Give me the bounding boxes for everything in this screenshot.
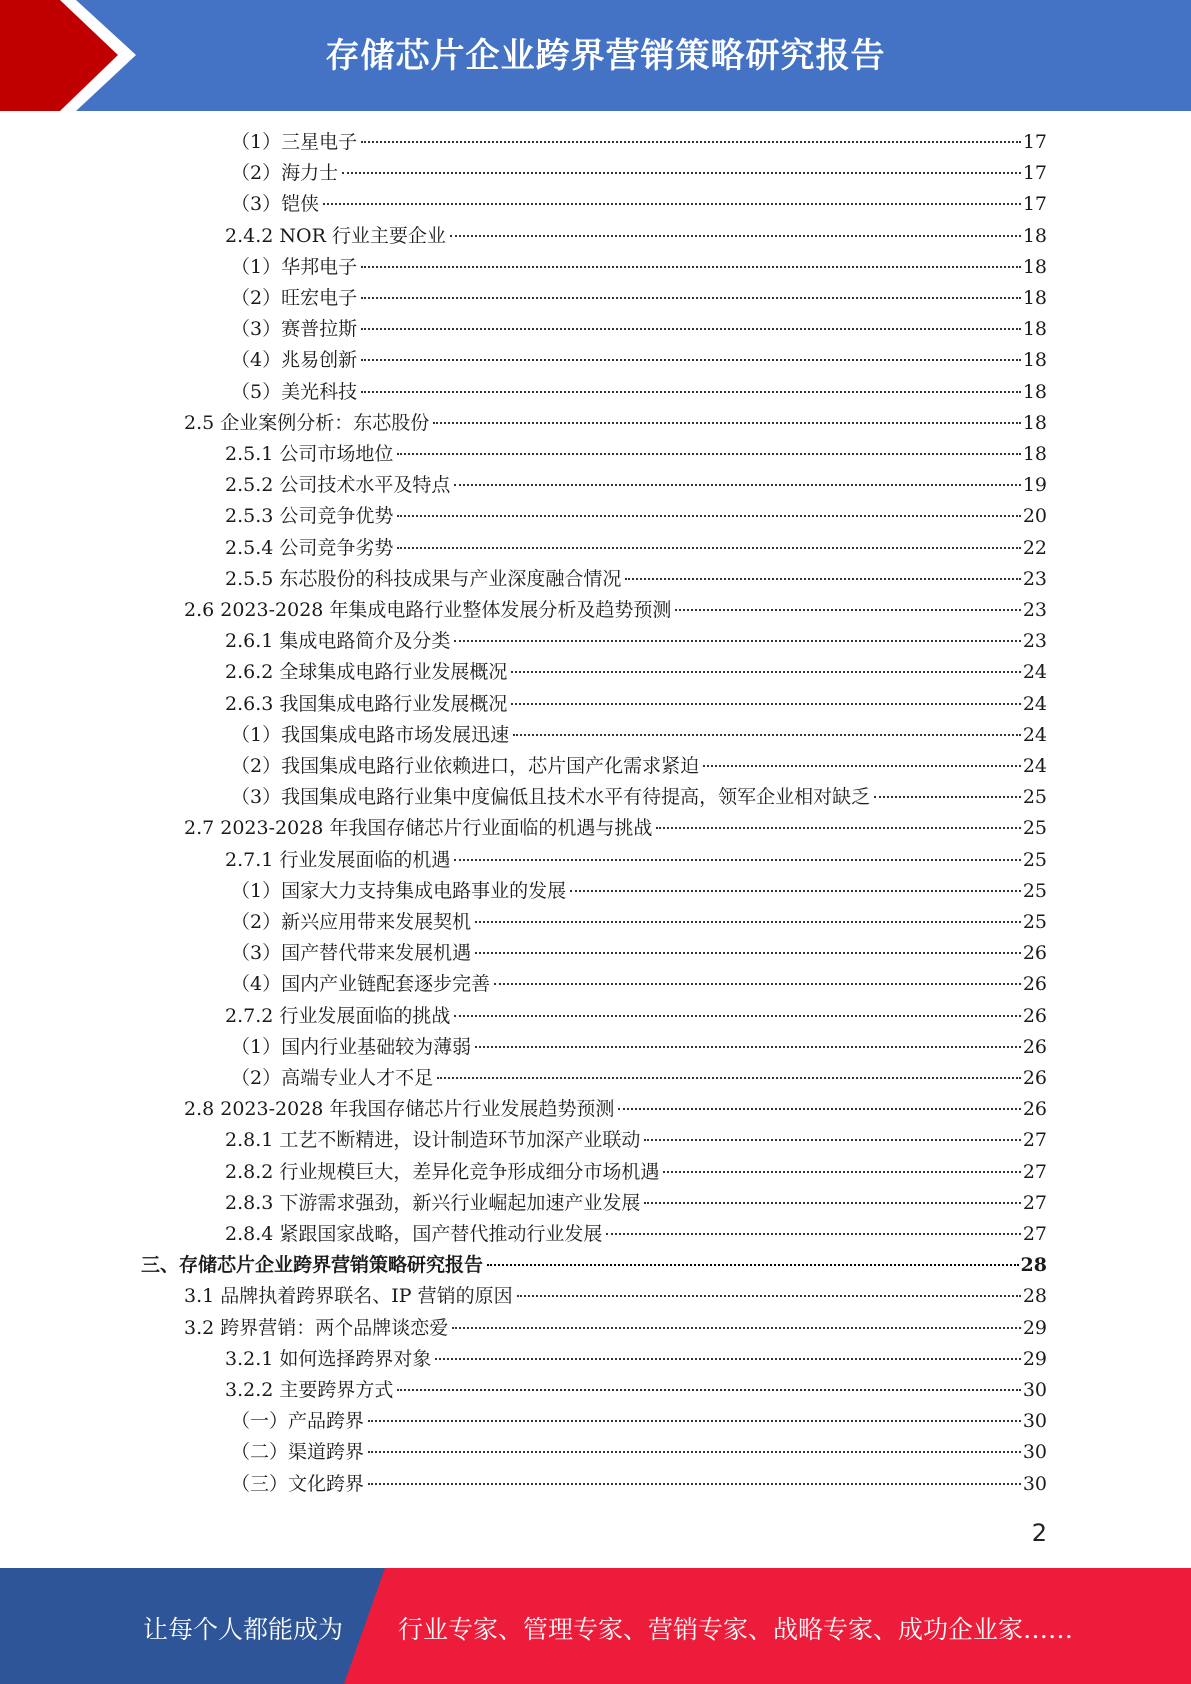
toc-entry-label: 2.7 2023-2028 年我国存储芯片行业面临的机遇与挑战	[184, 817, 653, 840]
toc-entry[interactable]	[231, 158, 1047, 189]
toc-dot-leader	[454, 859, 1020, 861]
toc-entry[interactable]	[184, 1313, 1047, 1344]
toc-entry-label: （3）赛普拉斯	[231, 318, 358, 341]
toc-dot-leader	[450, 235, 1021, 237]
toc-entry-label: 2.5.4 公司竞争劣势	[225, 536, 394, 559]
toc-dot-leader	[475, 1046, 1021, 1048]
toc-entry-label: （1）三星电子	[231, 131, 358, 153]
toc-dot-leader	[361, 141, 1021, 143]
toc-entry-label: 2.6.3 我国集成电路行业发展概况	[225, 692, 508, 715]
toc-entry-label: （1）华邦电子	[231, 255, 358, 278]
toc-dot-leader	[397, 547, 1020, 549]
toc-dot-leader	[703, 765, 1021, 767]
toc-entry[interactable]	[231, 1469, 1047, 1500]
toc-entry-page: 18	[1022, 318, 1047, 341]
toc-entry[interactable]	[225, 439, 1047, 470]
toc-entry-page: 28	[1020, 1254, 1047, 1277]
toc-dot-leader	[494, 983, 1021, 985]
toc-entry-page: 23	[1022, 599, 1047, 621]
toc-entry-page: 24	[1022, 755, 1047, 777]
page-header	[0, 0, 1191, 111]
toc-dot-leader	[454, 1015, 1020, 1017]
toc-entry[interactable]	[225, 533, 1047, 564]
toc-entry-page: 24	[1022, 661, 1047, 684]
toc-entry-label: （3）国产替代带来发展机遇	[231, 942, 472, 965]
toc-entry-label: 2.5 企业案例分析：东芯股份	[184, 411, 430, 434]
toc-entry[interactable]	[225, 1001, 1047, 1032]
toc-entry-label: （2）高端专业人才不足	[231, 1067, 434, 1089]
toc-entry[interactable]	[225, 221, 1047, 252]
toc-entry[interactable]	[225, 845, 1047, 876]
toc-entry-label: 3.1 品牌执着跨界联名、IP 营销的原因	[184, 1285, 513, 1308]
toc-entry-page: 30	[1022, 1441, 1047, 1464]
toc-entry-label: 三、存储芯片企业跨界营销策略研究报告	[141, 1254, 484, 1277]
toc-entry-page: 24	[1022, 723, 1047, 746]
toc-entry[interactable]	[141, 1250, 1047, 1281]
page-footer	[0, 1568, 1191, 1684]
toc-entry[interactable]	[231, 907, 1047, 938]
toc-entry[interactable]	[225, 657, 1047, 688]
toc-entry-page: 20	[1022, 505, 1047, 528]
toc-dot-leader	[475, 921, 1021, 923]
toc-dot-leader	[475, 952, 1021, 954]
toc-entry-page: 23	[1022, 630, 1047, 653]
footer-slogan-right: 行业专家、管理专家、营销专家、战略专家、成功企业家……	[398, 1615, 1074, 1644]
toc-entry-page: 26	[1022, 942, 1047, 965]
toc-entry[interactable]	[231, 377, 1047, 408]
toc-entry-label: 3.2.2 主要跨界方式	[225, 1379, 394, 1401]
toc-dot-leader	[361, 359, 1021, 361]
toc-entry[interactable]	[225, 689, 1047, 720]
toc-entry-label: 2.6.2 全球集成电路行业发展概况	[225, 661, 508, 684]
toc-dot-leader	[644, 1139, 1020, 1141]
toc-entry-label: （2）新兴应用带来发展契机	[231, 911, 472, 933]
toc-entry[interactable]	[225, 470, 1047, 501]
toc-entry-label: 2.6 2023-2028 年集成电路行业整体发展分析及趋势预测	[184, 599, 672, 621]
toc-entry[interactable]	[231, 751, 1047, 782]
toc-entry-page: 18	[1022, 255, 1047, 278]
toc-entry-label: 2.8.2 行业规模巨大，差异化竞争形成细分市场机遇	[225, 1160, 660, 1183]
toc-entry[interactable]	[184, 1281, 1047, 1312]
toc-entry[interactable]	[231, 127, 1047, 158]
toc-entry-page: 18	[1022, 411, 1047, 434]
toc-dot-leader	[874, 796, 1021, 798]
toc-entry-label: 2.6.1 集成电路简介及分类	[225, 630, 451, 653]
toc-entry[interactable]	[225, 501, 1047, 532]
toc-entry[interactable]	[231, 1437, 1047, 1468]
toc-entry[interactable]	[231, 1063, 1047, 1094]
toc-entry-page: 25	[1022, 817, 1047, 840]
toc-entry-page: 25	[1022, 848, 1047, 871]
toc-dot-leader	[454, 640, 1020, 642]
toc-entry-label: （2）海力士	[231, 162, 339, 185]
toc-entry-label: 2.5.2 公司技术水平及特点	[225, 474, 451, 497]
toc-dot-leader	[435, 1358, 1020, 1360]
toc-entry[interactable]	[225, 1344, 1047, 1375]
toc-entry-label: （三）文化跨界	[231, 1472, 365, 1495]
toc-dot-leader	[437, 1077, 1021, 1079]
toc-entry-label: （4）国内产业链配套逐步完善	[231, 973, 491, 996]
toc-dot-leader	[397, 515, 1020, 517]
toc-entry-page: 29	[1022, 1316, 1047, 1339]
toc-entry-label: （1）我国集成电路市场发展迅速	[231, 723, 510, 746]
toc-entry-page: 25	[1022, 786, 1047, 809]
toc-entry[interactable]	[184, 408, 1047, 439]
toc-entry-page: 25	[1022, 879, 1047, 902]
toc-entry[interactable]	[225, 626, 1047, 657]
toc-entry-label: 2.8.3 下游需求强劲，新兴行业崛起加速产业发展	[225, 1191, 641, 1214]
toc-entry-page: 26	[1022, 1004, 1047, 1027]
toc-entry-label: 2.7.2 行业发展面临的挑战	[225, 1004, 451, 1027]
toc-entry-label: 3.2.1 如何选择跨界对象	[225, 1347, 432, 1370]
toc-entry-page: 22	[1022, 536, 1047, 559]
toc-entry-page: 18	[1022, 287, 1047, 309]
toc-entry-label: （4）兆易创新	[231, 349, 358, 372]
toc-dot-leader	[361, 297, 1021, 299]
toc-entry[interactable]	[231, 1406, 1047, 1437]
toc-entry-label: 2.4.2 NOR 行业主要企业	[225, 224, 446, 247]
toc-entry-label: （1）国家大力支持集成电路事业的发展	[231, 879, 567, 902]
toc-entry-page: 27	[1022, 1191, 1047, 1214]
toc-entry-page: 26	[1022, 1035, 1047, 1058]
toc-entry[interactable]	[231, 969, 1047, 1000]
toc-entry[interactable]	[225, 564, 1047, 595]
toc-entry[interactable]	[225, 1375, 1047, 1406]
toc-entry-page: 26	[1022, 973, 1047, 996]
toc-dot-leader	[606, 1233, 1020, 1235]
toc-dot-leader	[342, 172, 1021, 174]
toc-entry[interactable]	[231, 283, 1047, 314]
toc-entry-page: 27	[1022, 1223, 1047, 1245]
toc-dot-leader	[625, 578, 1020, 580]
toc-entry[interactable]	[184, 813, 1047, 844]
toc-entry-page: 23	[1022, 567, 1047, 590]
toc-entry-page: 30	[1022, 1472, 1047, 1495]
toc-dot-leader	[361, 391, 1021, 393]
toc-entry-page: 18	[1022, 224, 1047, 247]
toc-entry-page: 18	[1022, 443, 1047, 465]
toc-dot-leader	[397, 1389, 1020, 1391]
toc-entry-page: 18	[1022, 380, 1047, 403]
toc-dot-leader	[644, 1202, 1020, 1204]
toc-entry-page: 18	[1022, 349, 1047, 372]
toc-entry-label: （二）渠道跨界	[231, 1441, 365, 1464]
toc-entry-page: 29	[1022, 1347, 1047, 1370]
toc-entry[interactable]	[225, 1219, 1047, 1250]
page-number: 2	[1031, 1519, 1047, 1547]
toc-entry-page: 28	[1022, 1285, 1047, 1308]
toc-dot-leader	[397, 453, 1020, 455]
toc-entry[interactable]	[225, 1157, 1047, 1188]
toc-dot-leader	[452, 1327, 1021, 1329]
toc-entry[interactable]	[231, 345, 1047, 376]
toc-entry-label: 2.5.5 东芯股份的科技成果与产业深度融合情况	[225, 567, 622, 590]
toc-dot-leader	[323, 203, 1021, 205]
toc-entry-page: 30	[1022, 1379, 1047, 1401]
toc-entry-label: 2.5.1 公司市场地位	[225, 443, 394, 465]
footer-slogan-left: 让每个人都能成为	[143, 1615, 344, 1644]
toc-entry[interactable]	[225, 1125, 1047, 1156]
toc-entry[interactable]	[231, 252, 1047, 283]
toc-entry-page: 17	[1022, 193, 1047, 216]
toc-dot-leader	[511, 703, 1020, 705]
toc-entry[interactable]	[231, 720, 1047, 751]
toc-dot-leader	[517, 1295, 1021, 1297]
toc-entry[interactable]	[231, 1032, 1047, 1063]
toc-entry-label: （5）美光科技	[231, 380, 358, 403]
toc-dot-leader	[368, 1420, 1021, 1422]
toc-entry-label: （3）我国集成电路行业集中度偏低且技术水平有待提高，领军企业相对缺乏	[231, 786, 871, 809]
toc-entry-label: 2.7.1 行业发展面临的机遇	[225, 848, 451, 871]
toc-dot-leader	[487, 1264, 1019, 1266]
toc-entry-page: 27	[1022, 1160, 1047, 1183]
toc-entry-page: 25	[1022, 911, 1047, 933]
toc-entry[interactable]	[184, 1094, 1047, 1125]
toc-dot-leader	[663, 1171, 1020, 1173]
toc-entry-page: 26	[1022, 1067, 1047, 1089]
toc-entry[interactable]	[231, 314, 1047, 345]
toc-entry-page: 27	[1022, 1129, 1047, 1152]
toc-entry-label: （2）我国集成电路行业依赖进口，芯片国产化需求紧迫	[231, 755, 700, 777]
toc-dot-leader	[361, 266, 1021, 268]
toc-entry-page: 17	[1022, 162, 1047, 185]
toc-entry-label: 2.8 2023-2028 年我国存储芯片行业发展趋势预测	[184, 1098, 615, 1121]
toc-dot-leader	[361, 328, 1021, 330]
toc-dot-leader	[433, 422, 1021, 424]
toc-dot-leader	[656, 827, 1020, 829]
toc-entry[interactable]	[184, 595, 1047, 626]
toc-entry-label: （2）旺宏电子	[231, 287, 358, 309]
toc-dot-leader	[454, 484, 1020, 486]
toc-entry-label: 2.8.4 紧跟国家战略，国产替代推动行业发展	[225, 1223, 603, 1245]
toc-entry[interactable]	[231, 938, 1047, 969]
toc-entry[interactable]	[231, 876, 1047, 907]
toc-entry-page: 19	[1022, 474, 1047, 497]
toc-entry-page: 30	[1022, 1410, 1047, 1433]
toc-entry-page: 17	[1022, 131, 1047, 153]
page-title: 存储芯片企业跨界营销策略研究报告	[325, 36, 886, 76]
toc-entry-label: 3.2 跨界营销：两个品牌谈恋爱	[184, 1316, 449, 1339]
toc-entry-label: （3）铠侠	[231, 193, 320, 216]
toc-dot-leader	[570, 890, 1021, 892]
toc-dot-leader	[618, 1108, 1020, 1110]
toc-dot-leader	[511, 671, 1020, 673]
toc-dot-leader	[368, 1483, 1021, 1485]
toc-entry-label: 2.5.3 公司竞争优势	[225, 505, 394, 528]
toc-entry[interactable]	[225, 1188, 1047, 1219]
toc-dot-leader	[513, 734, 1021, 736]
toc-entry-label: （一）产品跨界	[231, 1410, 365, 1433]
toc-entry-label: （1）国内行业基础较为薄弱	[231, 1035, 472, 1058]
toc-entry-page: 24	[1022, 692, 1047, 715]
toc-entry-page: 26	[1022, 1098, 1047, 1121]
toc-dot-leader	[675, 609, 1020, 611]
toc-entry[interactable]	[231, 782, 1047, 813]
toc-entry-label: 2.8.1 工艺不断精进，设计制造环节加深产业联动	[225, 1129, 641, 1152]
toc-dot-leader	[368, 1451, 1021, 1453]
toc-entry[interactable]	[231, 189, 1047, 220]
